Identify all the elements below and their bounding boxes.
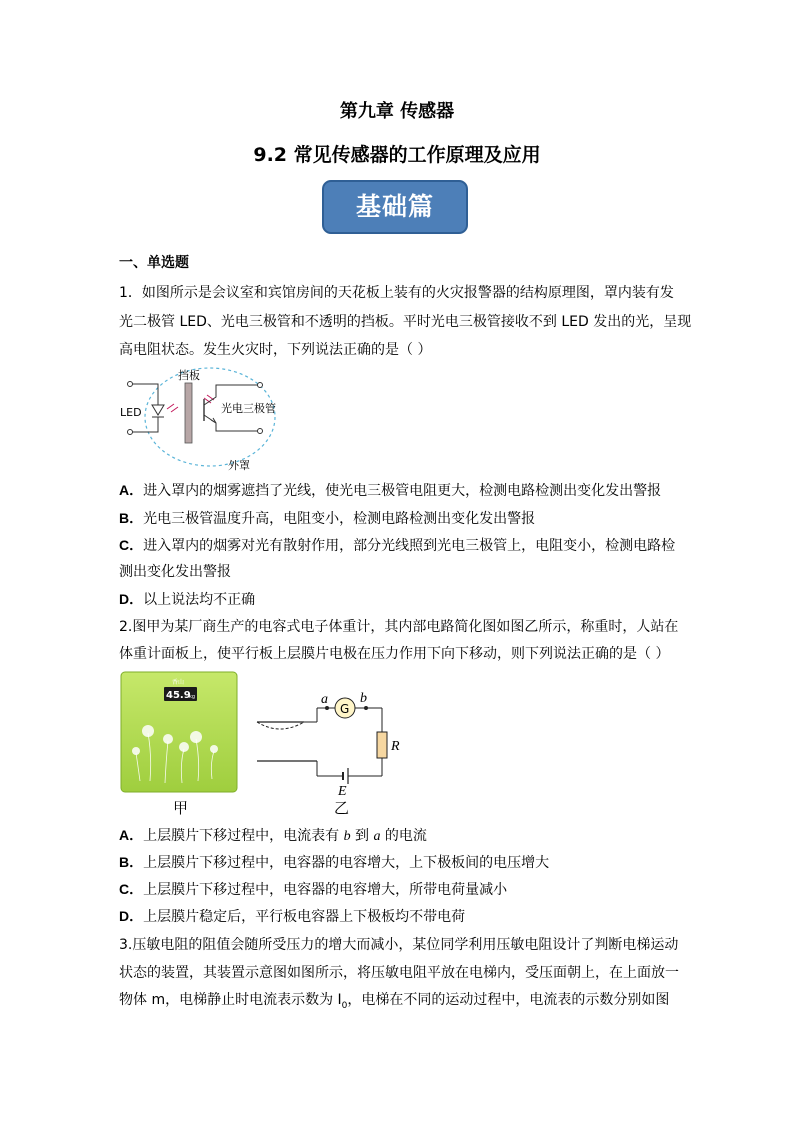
brand-label: 香山 — [172, 679, 185, 686]
q3-stem-line: 状态的装置，其装置示意图如图所示，将压敏电阻平放在电梯内，受压面朝上，在上面放一 — [119, 965, 679, 981]
lesson-title: 9.2 常见传感器的工作原理及应用 — [253, 144, 541, 166]
q2-option-d: D．上层膜片稳定后，平行板电容器上下极板均不带电荷 — [119, 908, 466, 925]
q1-option-c-cont: 测出变化发出警报 — [119, 564, 231, 580]
resistor-label: R — [391, 739, 400, 754]
baffle-plate — [185, 383, 192, 443]
figure-caption-left: 甲 — [173, 799, 189, 817]
fire-alarm-diagram — [118, 365, 298, 473]
q1-stem-line: 1．如图所示是会议室和宾馆房间的天花板上装有的火灾报警器的结构原理图，罩内装有发 — [119, 285, 674, 301]
figure-caption-right: 乙 — [334, 799, 350, 817]
q1-option-d: D．以上说法均不正确 — [119, 591, 256, 608]
q1-stem-line: 高电阻状态。发生火灾时，下列说法正确的是（ ） — [119, 342, 432, 358]
galvanometer-label: G — [340, 702, 350, 716]
q1-option-b: B．光电三极管温度升高，电阻变小，检测电路检测出变化发出警报 — [119, 510, 536, 527]
scale-reading: 45.9 — [166, 690, 191, 701]
deformed-membrane — [257, 722, 304, 729]
q2-stem-line: 2.图甲为某厂商生产的电容式电子体重计，其内部电路简化图如图乙所示，称重时，人站在 — [119, 619, 679, 635]
battery-label: E — [338, 784, 347, 796]
phototransistor-label: 光电三极管 — [221, 402, 276, 415]
baffle-label: 挡板 — [178, 369, 200, 382]
resistor-symbol — [377, 732, 387, 758]
level-badge: 基础篇 — [322, 180, 468, 234]
capacitor-circuit — [252, 688, 412, 796]
q2-option-c: C．上层膜片下移过程中，电容器的电容增大，所带电荷量减小 — [119, 881, 508, 898]
node-b-label: b — [360, 691, 367, 706]
q2-option-b: B．上层膜片下移过程中，电容器的电容增大，上下极板间的电压增大 — [119, 854, 550, 871]
q2-option-a: A．上层膜片下移过程中，电流表有 b 到 a 的电流 — [119, 827, 427, 844]
chapter-title: 第九章 传感器 — [339, 101, 455, 122]
q2-stem-line: 体重计面板上，使平行板上层膜片电极在压力作用下向下移动，则下列说法正确的是（ ） — [119, 646, 670, 662]
section-heading: 一、单选题 — [119, 255, 189, 271]
q3-stem-line: 3.压敏电阻的阻值会随所受压力的增大而减小，某位同学利用压敏电阻设计了判断电梯运动 — [119, 937, 679, 953]
led-symbol — [152, 404, 178, 420]
scale-unit: kg — [189, 694, 196, 700]
node-a-label: a — [321, 692, 328, 707]
led-label: LED — [120, 406, 142, 419]
cover-label: 外罩 — [228, 459, 250, 472]
q1-stem-line: 光二极管 LED、光电三极管和不透明的挡板。平时光电三极管接收不到 LED 发出的光，呈现 — [119, 314, 692, 330]
cover-outline — [145, 368, 275, 466]
q1-option-c: C．进入罩内的烟雾对光有散射作用，部分光线照到光电三极管上，电阻变小，检测电路检 — [119, 537, 676, 554]
q3-stem-line: 物体 m，电梯静止时电流表示数为 $I_0$，电梯在不同的运动过程中，电流表的示数分别如图 — [119, 992, 670, 1011]
scale-photo — [120, 671, 238, 793]
q1-option-a: A．进入罩内的烟雾遮挡了光线，使光电三极管电阻更大，检测电路检测出变化发出警报 — [119, 482, 662, 499]
